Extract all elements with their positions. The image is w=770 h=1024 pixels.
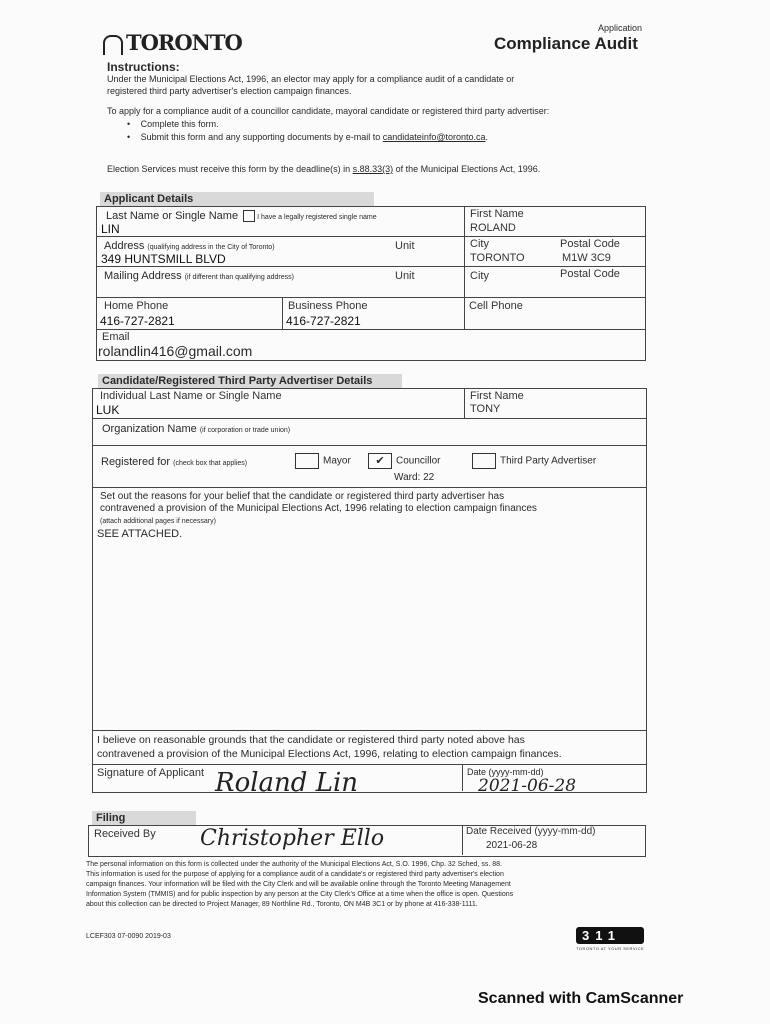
unit-label: Unit bbox=[395, 240, 415, 252]
candidate-section-title: Candidate/Registered Third Party Advertiser Details bbox=[98, 374, 402, 388]
privacy-line2: This information is used for the purpose of applying for a compliance audit of a candidate's or registered third party advertiser's election bbox=[86, 871, 504, 878]
mayor-option[interactable] bbox=[295, 453, 351, 469]
filing-section-title: Filing bbox=[92, 811, 196, 825]
instructions-para2: To apply for a compliance audit of a councillor candidate, mayoral candidate or registered third party advertiser: bbox=[107, 106, 550, 116]
postal-label: Postal Code bbox=[560, 238, 620, 250]
311-badge-text: 311 bbox=[576, 927, 644, 944]
home-phone-value[interactable]: 416-727-2821 bbox=[100, 314, 175, 328]
reasons-note: (attach additional pages if necessary) bbox=[100, 518, 216, 525]
deadline-note bbox=[107, 164, 540, 174]
applicant-box bbox=[96, 206, 646, 361]
mailing-postal-label: Postal Code bbox=[560, 268, 620, 280]
third-party-checkbox[interactable] bbox=[472, 453, 496, 469]
email-value[interactable]: rolandlin416@gmail.com bbox=[98, 343, 253, 359]
privacy-line5: about this collection can be directed to Project Manager, 89 Northline Rd., Toronto, ON M4B 3C1 or by phone at 416-338-1111. bbox=[86, 901, 478, 908]
address-label bbox=[104, 240, 275, 252]
reasons-line2: contravened a provision of the Municipal Elections Act, 1996 relating to election campaign finances bbox=[100, 503, 537, 514]
email-label: Email bbox=[102, 331, 130, 343]
applicant-signature[interactable]: Roland Lin bbox=[215, 768, 359, 798]
candidate-first-name[interactable]: TONY bbox=[470, 403, 501, 415]
deadline-link[interactable]: s.88.33(3) bbox=[352, 164, 394, 174]
privacy-notice bbox=[86, 860, 656, 910]
bullet2-post: . bbox=[485, 132, 489, 142]
instructions-para1-line2: registered third party advertiser's election campaign finances. bbox=[107, 86, 352, 96]
date-value[interactable]: 2021-06-28 bbox=[478, 776, 577, 796]
home-phone-label: Home Phone bbox=[104, 300, 169, 312]
registered-note: (check box that applies) bbox=[173, 460, 248, 467]
received-by-signature[interactable]: Christopher Ello bbox=[200, 826, 385, 851]
address-label-text: Address bbox=[104, 240, 145, 252]
city-label: City bbox=[470, 238, 489, 250]
last-name-label-text: Last Name or Single Name bbox=[106, 210, 239, 222]
candidate-last-name-label: Individual Last Name or Single Name bbox=[100, 390, 282, 402]
applicant-last-name-label bbox=[106, 210, 377, 222]
camscanner-watermark: Scanned with CamScanner bbox=[478, 990, 684, 1007]
date-received-label: Date Received (yyyy-mm-dd) bbox=[466, 826, 596, 837]
city-logo bbox=[103, 30, 242, 55]
applicant-section-title: Applicant Details bbox=[100, 192, 374, 206]
applicant-first-name[interactable]: ROLAND bbox=[470, 222, 516, 234]
business-phone-value[interactable]: 416-727-2821 bbox=[286, 314, 361, 328]
registered-for-label bbox=[101, 456, 247, 468]
applicant-last-name[interactable]: LIN bbox=[101, 222, 120, 236]
postal-value[interactable]: M1W 3C9 bbox=[562, 252, 611, 264]
councillor-label: Councillor bbox=[396, 455, 441, 467]
mailing-note: (if different than qualifying address) bbox=[184, 274, 294, 281]
bullet1-text: Complete this form. bbox=[140, 119, 219, 129]
applicant-first-name-label: First Name bbox=[470, 208, 524, 220]
mayor-checkbox[interactable] bbox=[295, 453, 319, 469]
registered-label-text: Registered for bbox=[101, 456, 171, 468]
mayor-label: Mayor bbox=[323, 455, 351, 467]
mailing-city-label: City bbox=[470, 270, 489, 282]
privacy-line4: Information System (TMMIS) and for public inspection by any person at the City Clerk's Office at a time when the office is open. Questions bbox=[86, 891, 514, 898]
form-code: LCEF303 07-0090 2019-03 bbox=[86, 933, 171, 940]
instructions-para1-line1: Under the Municipal Elections Act, 1996, an elector may apply for a compliance audit of a candidate or bbox=[107, 74, 515, 84]
application-label: Application bbox=[598, 23, 643, 33]
third-party-label: Third Party Advertiser bbox=[500, 455, 597, 467]
address-value[interactable]: 349 HUNTSMILL BLVD bbox=[101, 252, 226, 266]
instructions-bullet1: • Complete this form. bbox=[127, 119, 219, 129]
city-hall-icon bbox=[103, 35, 123, 55]
third-party-option[interactable] bbox=[472, 453, 596, 469]
ward-label: Ward: 22 bbox=[394, 472, 435, 483]
311-badge bbox=[576, 927, 644, 951]
deadline-pre: Election Services must receive this form by the deadline(s) in bbox=[107, 164, 353, 174]
business-phone-label: Business Phone bbox=[288, 300, 368, 312]
candidate-box bbox=[92, 388, 647, 793]
single-name-checkbox[interactable] bbox=[243, 210, 255, 222]
belief-line1: I believe on reasonable grounds that the candidate or registered third party noted above has bbox=[97, 734, 525, 746]
mailing-address-label bbox=[104, 270, 294, 282]
bullet2-pre: Submit this form and any supporting documents by e-mail to bbox=[140, 132, 383, 142]
instructions-heading: Instructions: bbox=[107, 60, 180, 74]
deadline-post: of the Municipal Elections Act, 1996. bbox=[393, 164, 541, 174]
councillor-option[interactable] bbox=[368, 453, 440, 469]
reasons-line1: Set out the reasons for your belief that the candidate or registered third party advertiser has bbox=[100, 491, 505, 502]
single-name-note: I have a legally registered single name bbox=[257, 214, 377, 221]
date-received-value[interactable]: 2021-06-28 bbox=[486, 840, 538, 851]
privacy-line1: The personal information on this form is collected under the authority of the Municipal Elections Act, S.O. 1996, Chp. 32 Sched, ss. 88. bbox=[86, 861, 502, 868]
mailing-unit-label: Unit bbox=[395, 270, 415, 282]
received-by-label: Received By bbox=[94, 828, 156, 840]
311-badge-subtext: TORONTO AT YOUR SERVICE bbox=[576, 946, 645, 951]
mailing-label-text: Mailing Address bbox=[104, 270, 182, 282]
form-title: Compliance Audit bbox=[494, 34, 638, 53]
address-note: (qualifying address in the City of Toronto) bbox=[147, 244, 275, 251]
cell-phone-label: Cell Phone bbox=[469, 300, 523, 312]
organization-label bbox=[102, 423, 290, 435]
signature-label: Signature of Applicant bbox=[97, 767, 205, 779]
logo-text: TORONTO bbox=[126, 30, 242, 55]
instructions-bullet2: • Submit this form and any supporting documents by e-mail to candidateinfo@toronto.ca. bbox=[127, 132, 489, 142]
email-link[interactable]: candidateinfo@toronto.ca bbox=[382, 132, 486, 142]
city-value[interactable]: TORONTO bbox=[470, 252, 525, 264]
candidate-last-name[interactable]: LUK bbox=[96, 403, 120, 417]
reasons-text[interactable]: SEE ATTACHED. bbox=[97, 528, 183, 540]
org-label-text: Organization Name bbox=[102, 423, 197, 435]
councillor-checkbox[interactable]: ✔ bbox=[368, 453, 392, 469]
candidate-first-name-label: First Name bbox=[470, 390, 524, 402]
org-note: (if corporation or trade union) bbox=[199, 427, 291, 434]
date-label: Date (yyyy-mm-dd) bbox=[467, 767, 544, 777]
privacy-line3: campaign finances. Your information will be filed with the City Clerk and will be available online through the Toronto Meeting Management bbox=[86, 881, 511, 888]
belief-line2: contravened a provision of the Municipal Elections Act, 1996, relating to election campaign finances. bbox=[97, 748, 562, 760]
